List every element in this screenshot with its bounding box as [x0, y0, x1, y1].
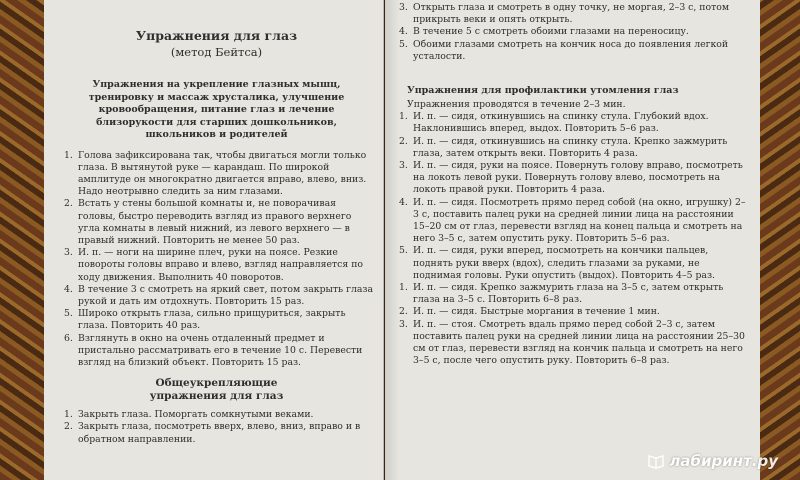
- watermark-text: лабиринт.ру: [669, 452, 778, 470]
- list-item: 1. И. п. — сидя, откинувшись на спинку стула. Глубокий вдох. Наклонившись вперед, выдох. Повторить 5–6 раз.: [399, 111, 709, 135]
- section-heading-fatigue: Упражнения для профилактики утомления глаз: [407, 85, 679, 97]
- background-edge-left: [0, 0, 44, 480]
- section2-heading: Общеукрепляющие упражнения для глаз: [149, 377, 284, 403]
- intro-text: Упражнения проводятся в течение 2–3 мин.: [407, 99, 626, 111]
- exercise-list-continued: [395, 2, 748, 63]
- list-item: 3. Открыть глаза и смотреть в одну точку, не моргая, 2–3 с, потом прикрыть веки и опять открыть.: [399, 2, 730, 26]
- list-item: 2. И. п. — сидя. Быстрые моргания в течение 1 мин.: [399, 306, 660, 318]
- page-right: [385, 0, 760, 480]
- exercise-list-2: [60, 409, 373, 446]
- list-item: 1. И. п. — сидя. Крепко зажмурить глаза на 3–5 с, затем открыть глаза на 3–5 с. Повторить 6–8 раз.: [399, 282, 724, 306]
- exercise-list: [60, 150, 373, 370]
- list-item: 3. И. п. — сидя, руки на поясе. Повернуть голову вправо, посмотреть на локоть левой руки. Повернуть голову влево, посмотреть на локоть правой руки. Повторить 4 раза.: [399, 160, 743, 196]
- fatigue-exercise-list: [395, 111, 748, 367]
- list-item: 4. И. п. — сидя. Посмотреть прямо перед собой (на окно, игрушку) 2–3 с, поставить палец руки на средней линии лица на расстоянии 15–20 см от глаз, перевести взгляд на конец пальца и смотреть на него 3–5 с, затем опустить руку. Повторить 5–6 раз.: [399, 196, 746, 245]
- list-item: 4. В течение 3 с смотреть на яркий свет, потом закрыть глаза рукой и дать им отдохнуть. Повторить 15 раз.: [64, 283, 374, 307]
- page-subtitle: (метод Бейтса): [170, 45, 263, 59]
- section-heading: Упражнения на укрепление глазных мышц, тренировку и массаж хрусталика, улучшение кровообращения, питание глаз и лечение близорукости для старших дошкольников, школьников и родителей: [88, 79, 345, 140]
- list-item: 2. Встать у стены большой комнаты и, не поворачивая головы, быстро переводить взгляд из правого верхнего угла комнаты в левый нижний, из левого верхнего — в правый нижний. Повторить не менее 50 раз.: [64, 198, 352, 246]
- list-item: 1. Голова зафиксирована так, чтобы двигаться могли только глаза. В вытянутой руке — карандаш. По широкой амплитуде он многократно двигается вправо, влево, вниз. Надо неотрывно следить за ним глазами.: [64, 149, 367, 198]
- list-item: 2. И. п. — сидя, откинувшись на спинку стула. Крепко зажмурить глаза, затем открыть веки. Повторить 4 раза.: [399, 135, 728, 159]
- list-item: 5. Широко открыть глаза, сильно прищуриться, закрыть глаза. Повторить 40 раз.: [64, 308, 346, 332]
- list-item: 5. Обоими глазами смотреть на кончик носа до появления легкой усталости.: [399, 38, 729, 62]
- list-item: 1. Закрыть глаза. Поморгать сомкнутыми веками.: [64, 409, 314, 421]
- list-item: 3. И. п. — ноги на ширине плеч, руки на поясе. Резкие повороты головы вправо и влево, взгляд направляется по ходу движения. Выполнить 40 поворотов.: [64, 247, 364, 283]
- watermark-book-icon: [648, 453, 664, 469]
- page-left: [44, 0, 384, 480]
- list-item: 6. Взглянуть в окно на очень отдаленный предмет и пристально рассматривать его в течение 10 с. Перевести взгляд на близкий объект. Повторить 15 раз.: [64, 332, 363, 368]
- watermark: [648, 452, 778, 470]
- list-item: 5. И. п. — сидя, руки вперед, посмотреть на кончики пальцев, поднять руки вверх (вдох), следить глазами за руками, не поднимая головы. Руки опустить (выдох). Повторить 4–5 раз.: [399, 245, 715, 281]
- list-item: 4. В течение 5 с смотреть обоими глазами на переносицу.: [399, 26, 689, 38]
- page-title: Упражнения для глаз: [135, 28, 298, 43]
- list-item: 3. И. п. — стоя. Смотреть вдаль прямо перед собой 2–3 с, затем поставить палец руки на средней линии лица на расстоянии 25–30 см от глаз, перевести взгляд на кончик пальца и смотреть на него 3–5 с, после чего опустить руку. Повторить 6–8 раз.: [399, 318, 745, 367]
- list-item: 2. Закрыть глаза, посмотреть вверх, влево, вниз, вправо и в обратном направлении.: [64, 421, 361, 445]
- background-edge-right: [760, 0, 800, 480]
